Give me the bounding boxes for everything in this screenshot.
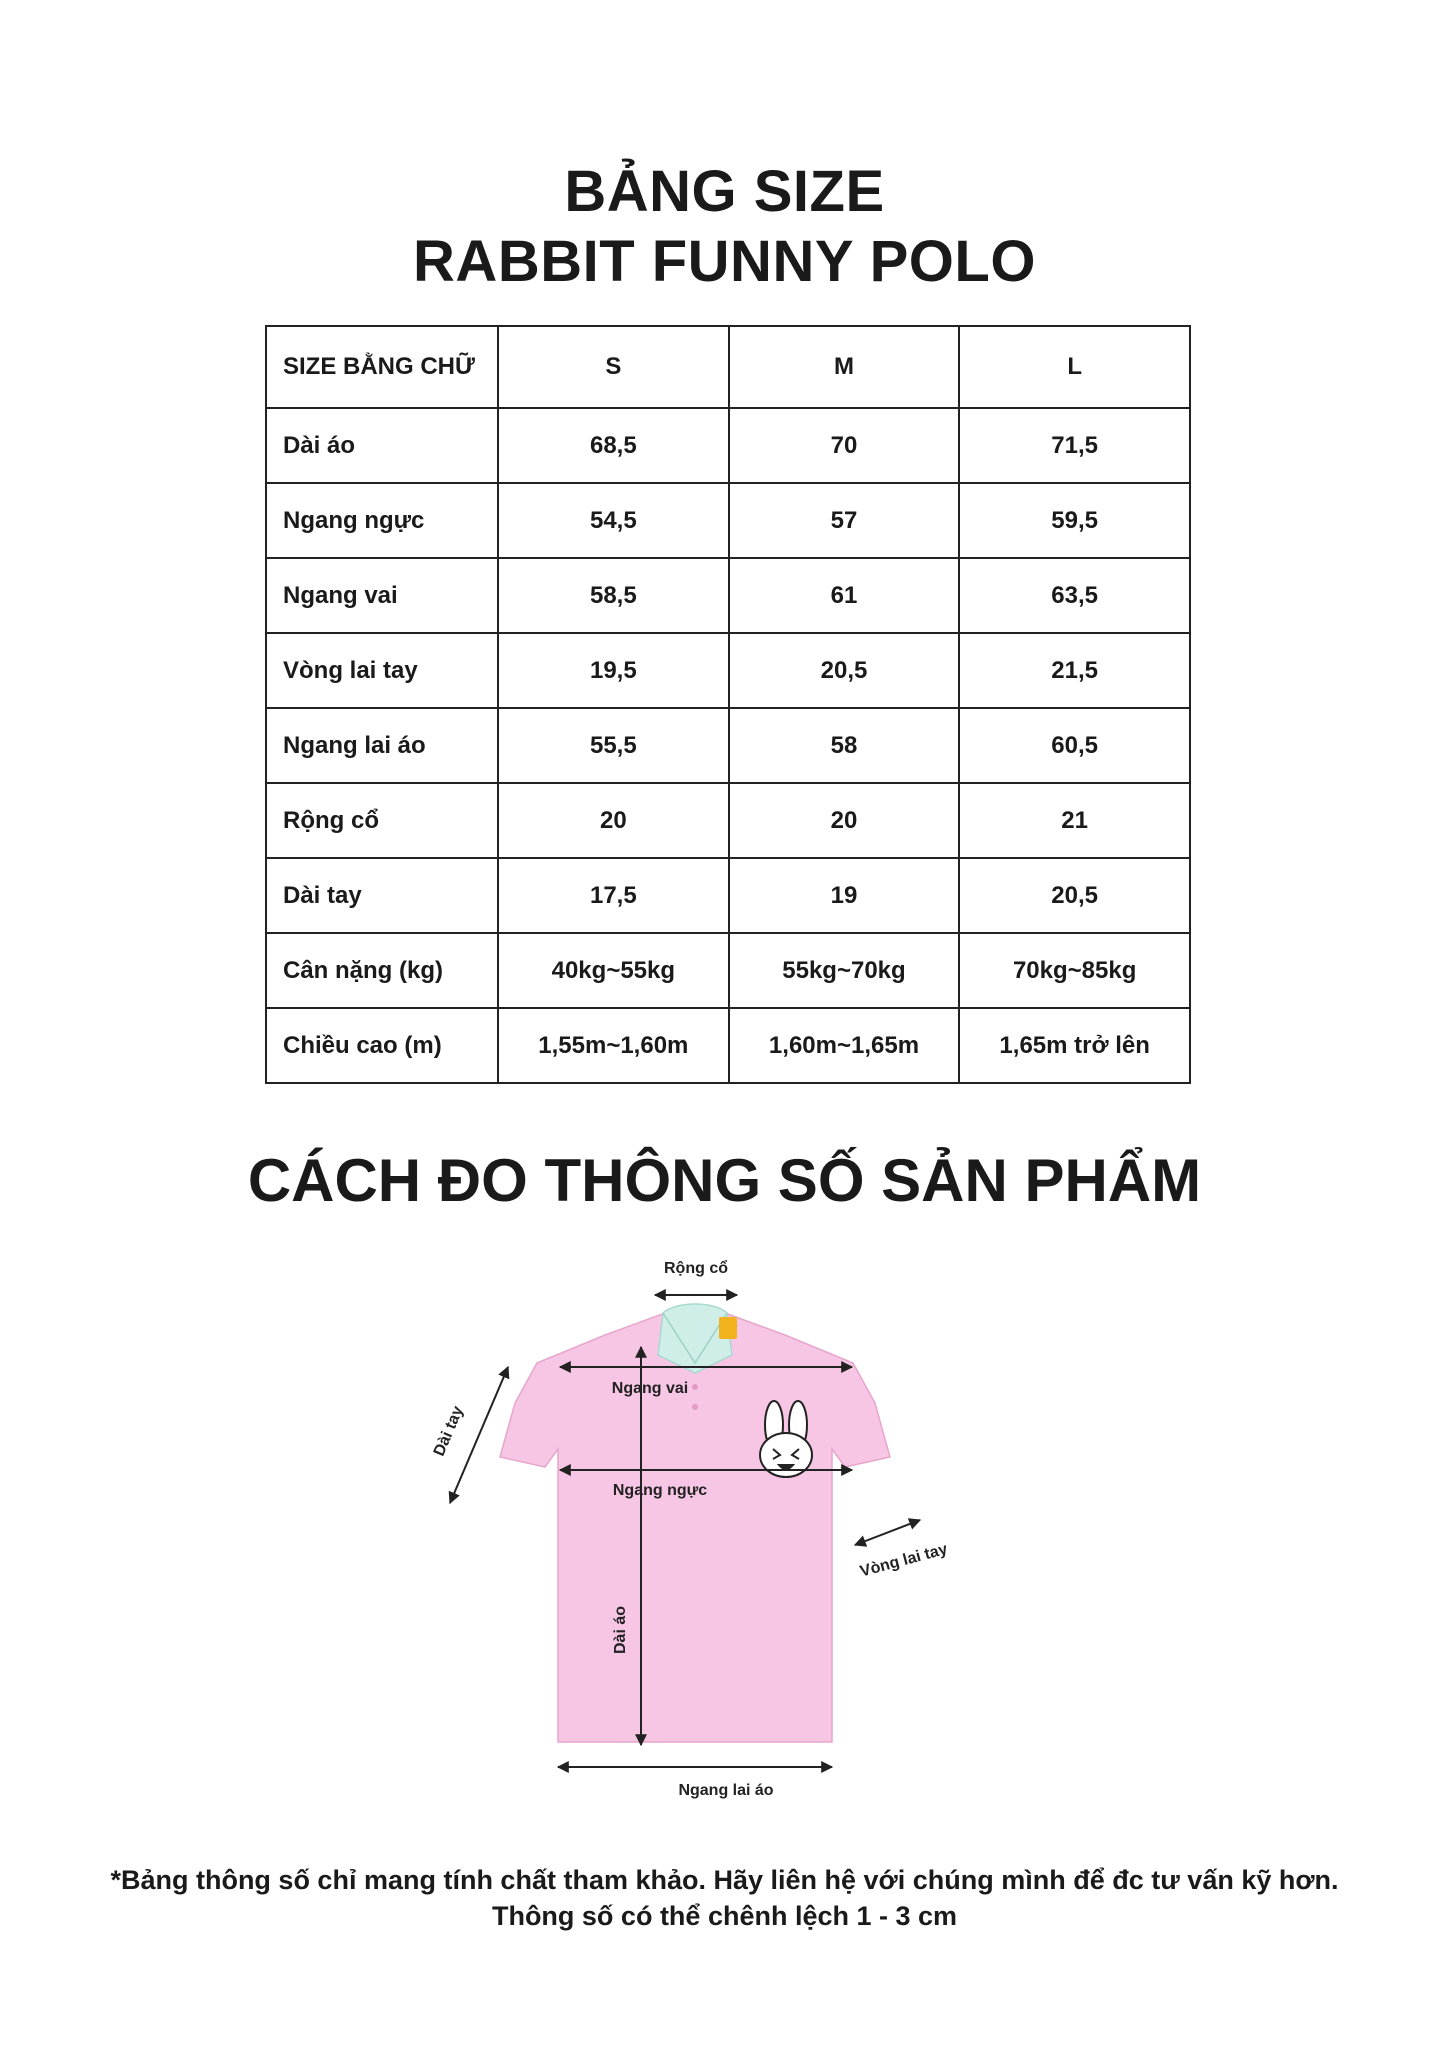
- size-table-cell: 20,5: [729, 633, 960, 708]
- size-table-row: [266, 483, 1190, 558]
- size-table-row: [266, 408, 1190, 483]
- size-table-cell: 70: [729, 408, 960, 483]
- size-table-row: [266, 558, 1190, 633]
- size-table-cell: 1,60m~1,65m: [729, 1008, 960, 1083]
- footer-note-line2: Thông số có thể chênh lệch 1 - 3 cm: [491, 1901, 958, 1931]
- size-table-cell: 21,5: [959, 633, 1190, 708]
- size-table-cell: 68,5: [498, 408, 729, 483]
- size-table-header-m: M: [729, 326, 960, 408]
- size-table-row-label: Rộng cổ: [266, 783, 498, 858]
- button-icon: [692, 1404, 698, 1410]
- size-table-row-label: Chiều cao (m): [266, 1008, 498, 1083]
- polo-shirt-illustration: [500, 1313, 890, 1742]
- size-table-header-l: L: [959, 326, 1190, 408]
- collar-label: Rộng cổ: [664, 1260, 728, 1277]
- size-table-row-label: Dài áo: [266, 408, 498, 483]
- sleeve-opening-arrow: [855, 1520, 920, 1545]
- size-table-cell: 61: [729, 558, 960, 633]
- size-table-cell: 55kg~70kg: [729, 933, 960, 1008]
- measure-heading: CÁCH ĐO THÔNG SỐ SẢN PHẨM: [247, 1147, 1202, 1214]
- sleeve-length-label: Dài tay: [430, 1403, 467, 1459]
- size-table-cell: 71,5: [959, 408, 1190, 483]
- size-table-cell: 1,55m~1,60m: [498, 1008, 729, 1083]
- chest-label: Ngang ngực: [612, 1482, 708, 1499]
- button-icon: [692, 1384, 698, 1390]
- size-table-cell: 19,5: [498, 633, 729, 708]
- footer-note-line1: *Bảng thông số chỉ mang tính chất tham khảo. Hãy liên hệ với chúng mình để đc tư vấn kỹ hơn.: [110, 1865, 1339, 1895]
- size-table-cell: 1,65m trở lên: [959, 1008, 1190, 1083]
- hem-label: Ngang lai áo: [678, 1782, 774, 1799]
- measurement-diagram: [430, 1245, 980, 1805]
- size-table-row: [266, 708, 1190, 783]
- size-table-row: [266, 633, 1190, 708]
- size-table-cell: 63,5: [959, 558, 1190, 633]
- brand-badge-icon: [719, 1317, 737, 1339]
- size-table-row-label: Vòng lai tay: [266, 633, 498, 708]
- sleeve-opening-label: Vòng lai tay: [858, 1540, 950, 1581]
- size-table-cell: 17,5: [498, 858, 729, 933]
- size-table-row: [266, 933, 1190, 1008]
- size-table-cell: 54,5: [498, 483, 729, 558]
- sleeve-length-arrow: [450, 1367, 508, 1503]
- page-title-line1: BẢNG SIZE: [564, 159, 885, 224]
- size-table-cell: 20: [729, 783, 960, 858]
- size-table-header-s: S: [498, 326, 729, 408]
- size-table-cell: 20: [498, 783, 729, 858]
- size-table-row: [266, 783, 1190, 858]
- size-table-body: [266, 408, 1190, 1083]
- body-length-label: Dài áo: [612, 1605, 629, 1655]
- size-table-row-label: Ngang vai: [266, 558, 498, 633]
- size-table-cell: 58: [729, 708, 960, 783]
- size-table-cell: 70kg~85kg: [959, 933, 1190, 1008]
- size-table-header-row: [266, 326, 1190, 408]
- size-table-cell: 19: [729, 858, 960, 933]
- shoulder-label: Ngang vai: [611, 1380, 689, 1397]
- size-table-header-label: SIZE BẰNG CHỮ: [266, 326, 498, 408]
- size-table-cell: 21: [959, 783, 1190, 858]
- size-table-row-label: Dài tay: [266, 858, 498, 933]
- size-table-cell: 59,5: [959, 483, 1190, 558]
- size-table: [265, 325, 1191, 1084]
- size-table-row-label: Ngang lai áo: [266, 708, 498, 783]
- size-table-cell: 60,5: [959, 708, 1190, 783]
- size-table-row: [266, 858, 1190, 933]
- size-table-cell: 55,5: [498, 708, 729, 783]
- size-table-cell: 58,5: [498, 558, 729, 633]
- size-table-row-label: Ngang ngực: [266, 483, 498, 558]
- page-title-line2: RABBIT FUNNY POLO: [413, 229, 1036, 294]
- size-table-cell: 20,5: [959, 858, 1190, 933]
- size-table-row-label: Cân nặng (kg): [266, 933, 498, 1008]
- size-table-row: [266, 1008, 1190, 1083]
- size-table-cell: 57: [729, 483, 960, 558]
- size-table-cell: 40kg~55kg: [498, 933, 729, 1008]
